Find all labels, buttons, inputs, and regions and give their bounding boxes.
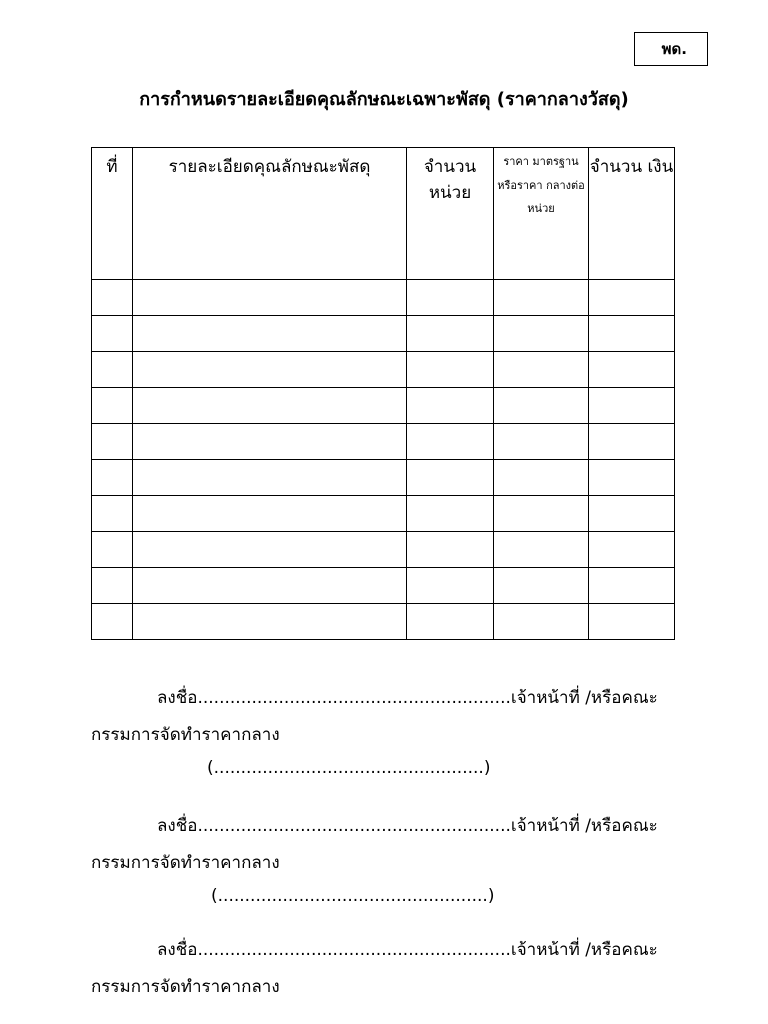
signature-line: ลงชื่อ..........................................................เจ้าหน้าที่ /หรือคณะ bbox=[157, 940, 658, 960]
cell-unit-price bbox=[494, 280, 589, 316]
signature-block-2 bbox=[91, 812, 691, 906]
signature-block-3 bbox=[91, 936, 691, 1000]
cell-amount bbox=[589, 352, 675, 388]
cell-quantity bbox=[407, 460, 494, 496]
cell-amount bbox=[589, 496, 675, 532]
cell-quantity bbox=[407, 352, 494, 388]
page-title: การกำหนดรายละเอียดคุณลักษณะเฉพาะพัสดุ (ราคากลางวัสดุ) bbox=[139, 89, 629, 110]
signature-line: ลงชื่อ..........................................................เจ้าหน้าที่ /หรือคณะ bbox=[157, 816, 658, 836]
cell-amount bbox=[589, 424, 675, 460]
committee-label: กรรมการจัดทำราคากลาง bbox=[91, 725, 280, 745]
header-unit-price: ราคา มาตรฐาน หรือราคา กลางต่อ หน่วย bbox=[494, 148, 589, 280]
table-row bbox=[92, 532, 675, 568]
table-row bbox=[92, 316, 675, 352]
cell-description bbox=[133, 316, 407, 352]
cell-quantity bbox=[407, 496, 494, 532]
table-body bbox=[92, 280, 675, 640]
cell-unit-price bbox=[494, 532, 589, 568]
cell-amount bbox=[589, 460, 675, 496]
cell-unit-price bbox=[494, 496, 589, 532]
cell-amount bbox=[589, 388, 675, 424]
table-row bbox=[92, 496, 675, 532]
cell-no bbox=[92, 496, 133, 532]
cell-description bbox=[133, 388, 407, 424]
header-no: ที่ bbox=[92, 148, 133, 280]
table-row bbox=[92, 352, 675, 388]
cell-description bbox=[133, 280, 407, 316]
cell-no bbox=[92, 388, 133, 424]
header-description: รายละเอียดคุณลักษณะพัสดุ bbox=[133, 148, 407, 280]
form-code: พด. bbox=[661, 40, 687, 58]
table-row bbox=[92, 280, 675, 316]
cell-quantity bbox=[407, 568, 494, 604]
cell-description bbox=[133, 424, 407, 460]
cell-quantity bbox=[407, 316, 494, 352]
header-quantity: จำนวน หน่วย bbox=[407, 148, 494, 280]
name-line: (..................................................) bbox=[211, 886, 495, 906]
cell-amount bbox=[589, 604, 675, 640]
cell-no bbox=[92, 532, 133, 568]
table-row bbox=[92, 604, 675, 640]
cell-amount bbox=[589, 280, 675, 316]
cell-description bbox=[133, 568, 407, 604]
cell-unit-price bbox=[494, 604, 589, 640]
cell-quantity bbox=[407, 532, 494, 568]
signature-block-1 bbox=[91, 684, 691, 778]
cell-description bbox=[133, 532, 407, 568]
cell-quantity bbox=[407, 388, 494, 424]
cell-no bbox=[92, 316, 133, 352]
committee-label: กรรมการจัดทำราคากลาง bbox=[91, 853, 280, 873]
cell-quantity bbox=[407, 424, 494, 460]
table-row bbox=[92, 388, 675, 424]
form-code-box bbox=[634, 32, 708, 66]
table-row bbox=[92, 424, 675, 460]
name-line: (..................................................) bbox=[207, 758, 491, 778]
cell-quantity bbox=[407, 280, 494, 316]
cell-no bbox=[92, 604, 133, 640]
cell-unit-price bbox=[494, 352, 589, 388]
table-row bbox=[92, 460, 675, 496]
cell-quantity bbox=[407, 604, 494, 640]
signature-line: ลงชื่อ..........................................................เจ้าหน้าที่ /หรือคณะ bbox=[157, 688, 658, 708]
cell-unit-price bbox=[494, 568, 589, 604]
committee-label: กรรมการจัดทำราคากลาง bbox=[91, 977, 280, 997]
cell-description bbox=[133, 604, 407, 640]
cell-amount bbox=[589, 568, 675, 604]
cell-unit-price bbox=[494, 460, 589, 496]
cell-unit-price bbox=[494, 424, 589, 460]
cell-no bbox=[92, 568, 133, 604]
spec-table bbox=[91, 147, 675, 640]
cell-no bbox=[92, 424, 133, 460]
table-row bbox=[92, 568, 675, 604]
cell-no bbox=[92, 352, 133, 388]
cell-amount bbox=[589, 532, 675, 568]
cell-unit-price bbox=[494, 388, 589, 424]
header-amount: จำนวน เงิน bbox=[589, 148, 675, 280]
cell-description bbox=[133, 352, 407, 388]
cell-no bbox=[92, 280, 133, 316]
cell-no bbox=[92, 460, 133, 496]
table-header-row bbox=[92, 148, 675, 280]
cell-unit-price bbox=[494, 316, 589, 352]
cell-description bbox=[133, 460, 407, 496]
cell-description bbox=[133, 496, 407, 532]
cell-amount bbox=[589, 316, 675, 352]
